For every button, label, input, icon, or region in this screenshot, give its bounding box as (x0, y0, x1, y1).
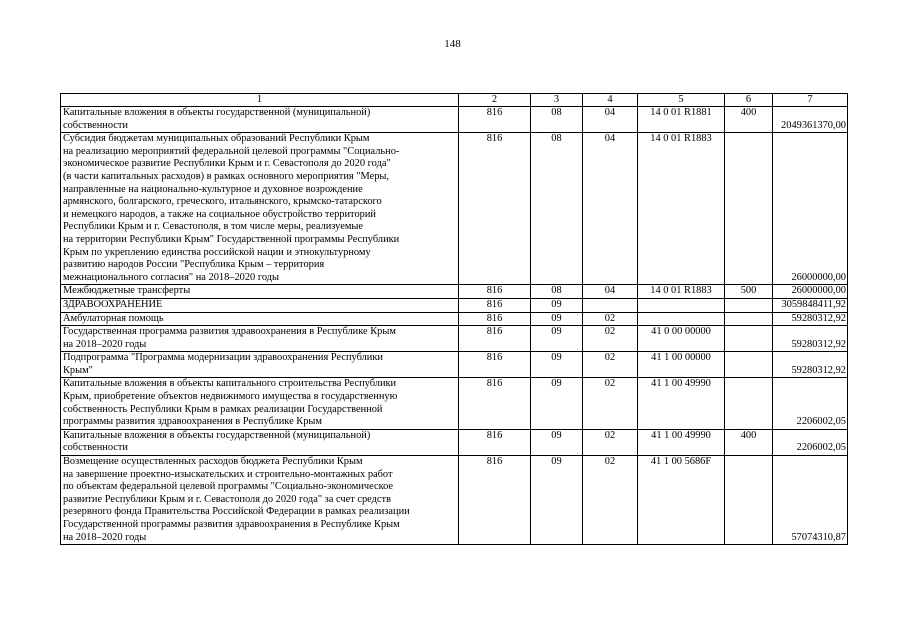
amount: 59280312,92 (773, 352, 848, 378)
subsection-code: 02 (583, 378, 638, 429)
table-row (61, 133, 848, 285)
section-code: 08 (531, 133, 583, 285)
ministry-code: 816 (459, 352, 531, 378)
amount: 2206002,05 (773, 378, 848, 429)
subsection-code (583, 298, 638, 312)
table-row (61, 352, 848, 378)
subsection-code: 04 (583, 133, 638, 285)
expenditure-name: Возмещение осуществленных расходов бюджета Республики Крым на завершение проектно-изыскательских и строительно-монтажных работ по объектам федеральной целевой программы "Социально-экономическое развитие Республики Крым и г. Севастополя до 2020 года" за счет средств резервного фонда Правительства Российской Федерации в рамках реализации Государственной программы развития здравоохранения в Республике Крым на 2018–2020 годы (61, 456, 459, 545)
target-article-code: 41 1 00 49990 (638, 429, 725, 455)
column-header: 4 (583, 94, 638, 107)
expense-type-code (725, 298, 773, 312)
section-code: 09 (531, 352, 583, 378)
expense-type-code (725, 352, 773, 378)
amount: 57074310,87 (773, 456, 848, 545)
table-row (61, 312, 848, 326)
amount: 59280312,92 (773, 312, 848, 326)
expenditure-name: Капитальные вложения в объекты государственной (муниципальной) собственности (61, 107, 459, 133)
expense-type-code (725, 312, 773, 326)
expense-type-code (725, 326, 773, 352)
expense-type-code: 500 (725, 285, 773, 299)
subsection-code: 02 (583, 456, 638, 545)
expense-type-code (725, 456, 773, 545)
column-header: 3 (531, 94, 583, 107)
ministry-code: 816 (459, 326, 531, 352)
amount: 3059848411,92 (773, 298, 848, 312)
section-code: 09 (531, 298, 583, 312)
ministry-code: 816 (459, 312, 531, 326)
section-code: 09 (531, 378, 583, 429)
section-code: 09 (531, 326, 583, 352)
expenditure-name: Капитальные вложения в объекты государственной (муниципальной) собственности (61, 429, 459, 455)
table-row (61, 456, 848, 545)
target-article-code: 41 1 00 00000 (638, 352, 725, 378)
target-article-code: 41 0 00 00000 (638, 326, 725, 352)
expense-type-code (725, 378, 773, 429)
target-article-code: 14 0 01 R1881 (638, 107, 725, 133)
amount: 2206002,05 (773, 429, 848, 455)
expenditure-name: Амбулаторная помощь (61, 312, 459, 326)
amount: 59280312,92 (773, 326, 848, 352)
section-code: 09 (531, 456, 583, 545)
table-row (61, 298, 848, 312)
table-header-row (61, 94, 848, 107)
expense-type-code: 400 (725, 429, 773, 455)
target-article-code: 41 1 00 49990 (638, 378, 725, 429)
section-code: 08 (531, 107, 583, 133)
column-header: 1 (61, 94, 459, 107)
expenditure-name: Капитальные вложения в объекты капитального строительства Республики Крым, приобретение объектов недвижимого имущества в государственную собственность Республики Крым в рамках реализации Государственной программы развития здравоохранения в Республике Крым (61, 378, 459, 429)
target-article-code: 14 0 01 R1883 (638, 285, 725, 299)
target-article-code: 41 1 00 5686F (638, 456, 725, 545)
ministry-code: 816 (459, 456, 531, 545)
subsection-code: 02 (583, 352, 638, 378)
expenditure-name: Государственная программа развития здравоохранения в Республике Крым на 2018–2020 годы (61, 326, 459, 352)
ministry-code: 816 (459, 429, 531, 455)
expenditure-name: ЗДРАВООХРАНЕНИЕ (61, 298, 459, 312)
amount: 26000000,00 (773, 133, 848, 285)
table-row (61, 285, 848, 299)
table-row (61, 429, 848, 455)
subsection-code: 04 (583, 107, 638, 133)
target-article-code (638, 312, 725, 326)
section-code: 09 (531, 312, 583, 326)
column-header: 7 (773, 94, 848, 107)
table-row (61, 107, 848, 133)
column-header: 5 (638, 94, 725, 107)
subsection-code: 02 (583, 312, 638, 326)
ministry-code: 816 (459, 285, 531, 299)
page-number: 148 (444, 38, 461, 50)
expense-type-code (725, 133, 773, 285)
ministry-code: 816 (459, 133, 531, 285)
subsection-code: 02 (583, 429, 638, 455)
table-row (61, 378, 848, 429)
section-code: 08 (531, 285, 583, 299)
target-article-code: 14 0 01 R1883 (638, 133, 725, 285)
ministry-code: 816 (459, 298, 531, 312)
section-code: 09 (531, 429, 583, 455)
expenditure-name: Межбюджетные трансферты (61, 285, 459, 299)
amount: 2049361370,00 (773, 107, 848, 133)
amount: 26000000,00 (773, 285, 848, 299)
subsection-code: 04 (583, 285, 638, 299)
column-header: 2 (459, 94, 531, 107)
table-row (61, 326, 848, 352)
budget-table (60, 93, 848, 545)
subsection-code: 02 (583, 326, 638, 352)
target-article-code (638, 298, 725, 312)
expenditure-name: Подпрограмма "Программа модернизации здравоохранения Республики Крым" (61, 352, 459, 378)
expense-type-code: 400 (725, 107, 773, 133)
expenditure-name: Субсидия бюджетам муниципальных образований Республики Крым на реализацию мероприятий федеральной целевой программы "Социально- экономическое развитие Республики Крым и г. Севастополя до 2020 года" (в части капитальных расходов) в рамках основного мероприятия "Меры, направленные на национально-культурное и духовное возрождение армянского, болгарского, греческого, итальянского, крымско-татарского и немецкого народов, а также на социальное обустройство территорий Республики Крым и г. Севастополя, в том числе меры, реализуемые на территории Республики Крым" Государственной программы Республики Крым по укреплению единства российской нации и этнокультурному развитию народов России "Республика Крым – территория межнационального согласия" на 2018–2020 годы (61, 133, 459, 285)
column-header: 6 (725, 94, 773, 107)
ministry-code: 816 (459, 107, 531, 133)
ministry-code: 816 (459, 378, 531, 429)
